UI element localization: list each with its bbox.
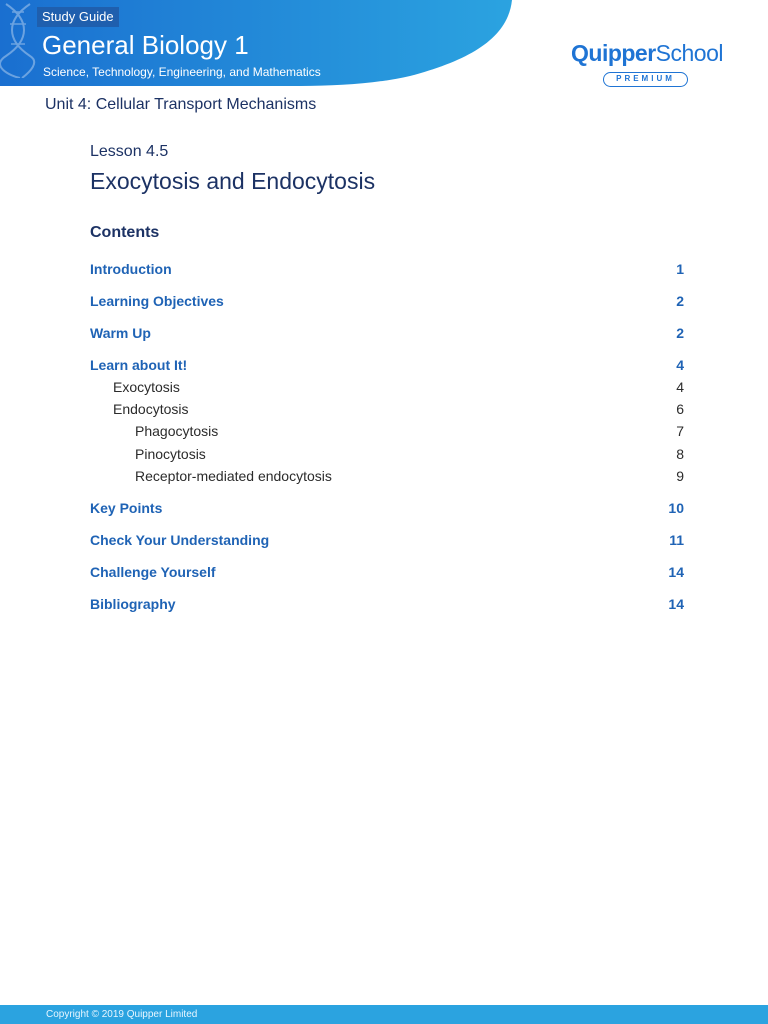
brand-name <box>571 40 723 66</box>
toc-label: Bibliography <box>90 596 176 612</box>
toc-page: 10 <box>668 500 684 516</box>
footer-bar <box>0 1005 768 1024</box>
toc-label: Key Points <box>90 500 163 516</box>
toc-page: 2 <box>676 325 684 341</box>
course-title: General Biology 1 <box>42 30 249 60</box>
toc-label: Pinocytosis <box>135 446 206 462</box>
toc-label: Check Your Understanding <box>90 532 270 548</box>
toc-page: 1 <box>676 261 684 277</box>
toc-entry-endocytosis[interactable] <box>90 399 684 419</box>
toc-entry-key-points[interactable] <box>90 498 684 518</box>
contents-heading: Contents <box>90 224 160 241</box>
toc-label: Learn about It! <box>90 357 188 373</box>
toc-page: 7 <box>676 423 684 439</box>
unit-title: Unit 4: Cellular Transport Mechanisms <box>45 96 317 113</box>
brand-name-regular: School <box>655 40 723 66</box>
toc-page: 6 <box>676 401 684 417</box>
toc-entry-receptor-mediated-endocytosis[interactable] <box>90 466 684 486</box>
header-banner <box>0 0 514 86</box>
toc-page: 4 <box>676 357 684 373</box>
toc-entry-pinocytosis[interactable] <box>90 444 684 464</box>
course-subtitle: Science, Technology, Engineering, and Mathematics <box>43 65 321 79</box>
toc-page: 9 <box>676 468 684 484</box>
toc-entry-challenge-yourself[interactable] <box>90 562 684 582</box>
dna-helix-icon <box>0 0 40 78</box>
toc-page: 2 <box>676 293 684 309</box>
toc-entry-bibliography[interactable] <box>90 594 684 614</box>
lesson-number: Lesson 4.5 <box>90 143 169 160</box>
toc-page: 4 <box>676 379 684 395</box>
toc-page: 14 <box>668 596 684 612</box>
study-guide-badge: Study Guide <box>37 7 119 27</box>
toc-entry-introduction[interactable] <box>90 259 684 279</box>
toc-entry-exocytosis[interactable] <box>90 377 684 397</box>
toc-label: Receptor-mediated endocytosis <box>135 468 332 484</box>
toc-entry-phagocytosis[interactable] <box>90 421 684 441</box>
toc-page: 14 <box>668 564 684 580</box>
toc-label: Phagocytosis <box>135 423 219 439</box>
toc-entry-learn-about-it[interactable] <box>90 355 684 375</box>
brand-logo <box>571 40 723 83</box>
toc-label: Learning Objectives <box>90 293 224 309</box>
toc-label: Introduction <box>90 261 172 277</box>
toc-entry-check-your-understanding[interactable] <box>90 530 684 550</box>
toc-page: 8 <box>676 446 684 462</box>
toc-entry-learning-objectives[interactable] <box>90 291 684 311</box>
brand-name-bold: Quipper <box>571 40 656 66</box>
toc-label: Endocytosis <box>113 401 189 417</box>
premium-pill: PREMIUM <box>603 72 688 87</box>
lesson-title: Exocytosis and Endocytosis <box>90 168 376 194</box>
toc-label: Challenge Yourself <box>90 564 216 580</box>
copyright-text: Copyright © 2019 Quipper Limited <box>46 1009 198 1020</box>
toc-entry-warm-up[interactable] <box>90 323 684 343</box>
toc-label: Exocytosis <box>113 379 180 395</box>
toc-page: 11 <box>669 532 684 548</box>
toc-label: Warm Up <box>90 325 151 341</box>
